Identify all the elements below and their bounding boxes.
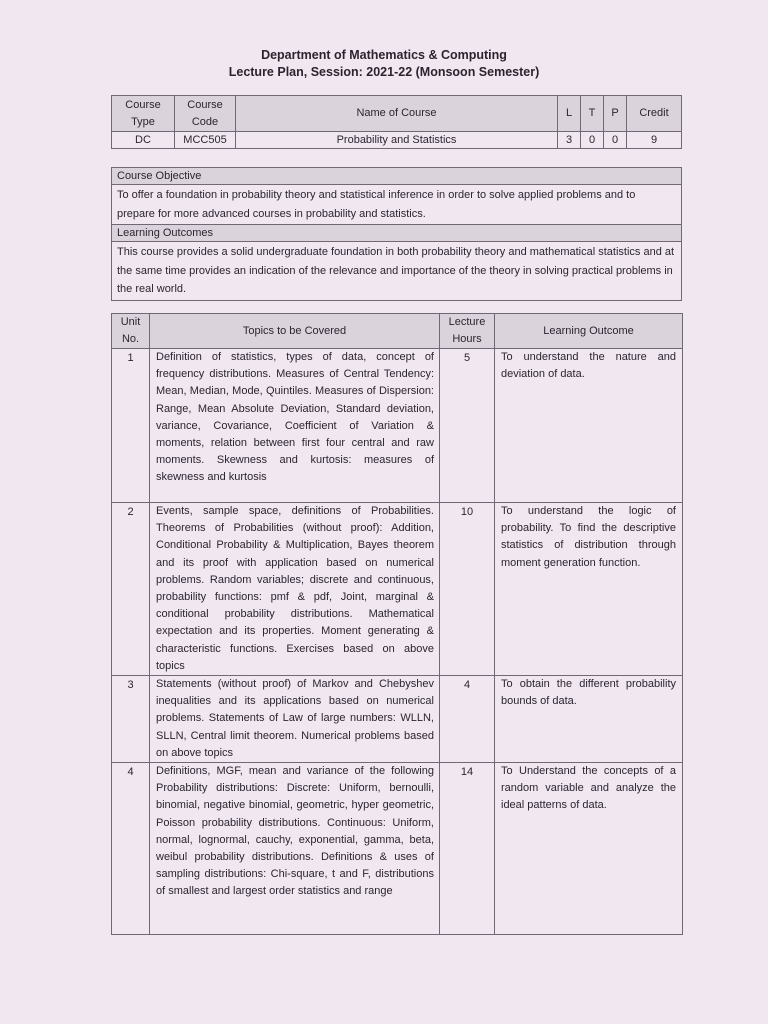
credit-cell: 9 <box>627 132 682 149</box>
outcome-cell: To understand the nature and deviation of data. <box>495 349 683 503</box>
hours-cell: 4 <box>440 676 495 763</box>
topics-cell: Events, sample space, definitions of Probabilities. Theorems of Probabilities (without proof): Addition, Conditional Probability & Multiplication, Bayes theorem and its proof with application based on numerical problems. Random variables; discrete and continuous, probability functions: pmf & pdf, Joint, marginal & conditional probability distributions. Mathematical expectation and its properties. Moment generating & characteristic functions. Exercises based on above topics <box>150 503 440 676</box>
table-row <box>112 349 683 503</box>
topics-cell: Definitions, MGF, mean and variance of the following Probability distributions: Discrete: Uniform, bernoulli, binomial, negative binomial, geometric, hyper geometric, Poisson probability distributions. Continuous: Uniform, normal, lognormal, cauchy, exponential, gamma, beta, weibul probability distributions. Definitions & uses of sampling distributions: Chi-square, t and F, distributions of smallest and largest order statistics and range <box>150 763 440 935</box>
outcome-header: Learning Outcome <box>495 314 683 349</box>
topics-header: Topics to be Covered <box>150 314 440 349</box>
unit-header <box>112 314 150 349</box>
course-type-header <box>112 96 175 132</box>
table-row <box>112 503 683 676</box>
objectives-table <box>111 167 682 301</box>
outcome-cell: To understand the logic of probability. To find the descriptive statistics of distribution through moment generation function. <box>495 503 683 676</box>
course-objective-text: To offer a foundation in probability theory and statistical inference in order to solve applied problems and to prepare for more advanced courses in probability and statistics. <box>112 185 682 225</box>
table-row <box>112 676 683 763</box>
topics-cell: Statements (without proof) of Markov and Chebyshev inequalities and its applications based on numerical problems. Statements of Law of large numbers: WLLN, SLLN, Central limit theorem. Numerical problems based on above topics <box>150 676 440 763</box>
topics-cell: Definition of statistics, types of data, concept of frequency distributions. Measures of Central Tendency: Mean, Median, Mode, Quintiles. Measures of Dispersion: Range, Mean Absolute Deviation, Standard deviation, variance, Covariance, Coefficient of Variation & moments, relation between first four central and raw moments. Skewness and kurtosis: measures of skewness and kurtosis <box>150 349 440 503</box>
unit-number: 2 <box>112 503 150 676</box>
course-type-header-line1: Course <box>125 98 161 111</box>
course-code-cell: MCC505 <box>175 132 236 149</box>
lecture-plan-table <box>111 313 683 935</box>
p-cell: 0 <box>604 132 627 149</box>
course-info-table <box>111 95 682 149</box>
credit-header: Credit <box>627 96 682 132</box>
hours-cell: 14 <box>440 763 495 935</box>
course-objective-heading: Course Objective <box>112 168 682 185</box>
hours-header-line1: Lecture <box>448 316 486 328</box>
table-row <box>112 763 683 935</box>
course-type-cell: DC <box>112 132 175 149</box>
course-code-header-line2: Code <box>191 115 219 128</box>
course-code-header-line1: Course <box>187 98 223 111</box>
course-name-cell: Probability and Statistics <box>236 132 558 149</box>
course-name-header: Name of Course <box>236 96 558 132</box>
learning-outcomes-text: This course provides a solid undergraduate foundation in both probability theory and mathematical statistics and at the same time provides an indication of the relevance and importance of the theory in solving practical problems in the real world. <box>112 242 682 301</box>
hours-header <box>440 314 495 349</box>
lecture-plan-title: Lecture Plan, Session: 2021-22 (Monsoon Semester) <box>228 65 540 79</box>
l-cell: 3 <box>558 132 581 149</box>
course-type-header-line2: Type <box>131 115 155 128</box>
outcome-cell: To Understand the concepts of a random variable and analyze the ideal patterns of data. <box>495 763 683 935</box>
unit-number: 1 <box>112 349 150 503</box>
t-cell: 0 <box>581 132 604 149</box>
learning-outcomes-heading: Learning Outcomes <box>112 225 682 242</box>
hours-cell: 10 <box>440 503 495 676</box>
outcome-cell: To obtain the different probability bounds of data. <box>495 676 683 763</box>
department-title: Department of Mathematics & Computing <box>261 48 507 62</box>
course-code-header <box>175 96 236 132</box>
hours-header-line2: Hours <box>452 333 482 345</box>
document-header <box>0 47 768 81</box>
unit-number: 3 <box>112 676 150 763</box>
unit-header-line2: No. <box>121 333 140 345</box>
l-header: L <box>558 96 581 132</box>
t-header: T <box>581 96 604 132</box>
unit-number: 4 <box>112 763 150 935</box>
unit-header-line1: Unit <box>120 316 141 328</box>
p-header: P <box>604 96 627 132</box>
hours-cell: 5 <box>440 349 495 503</box>
